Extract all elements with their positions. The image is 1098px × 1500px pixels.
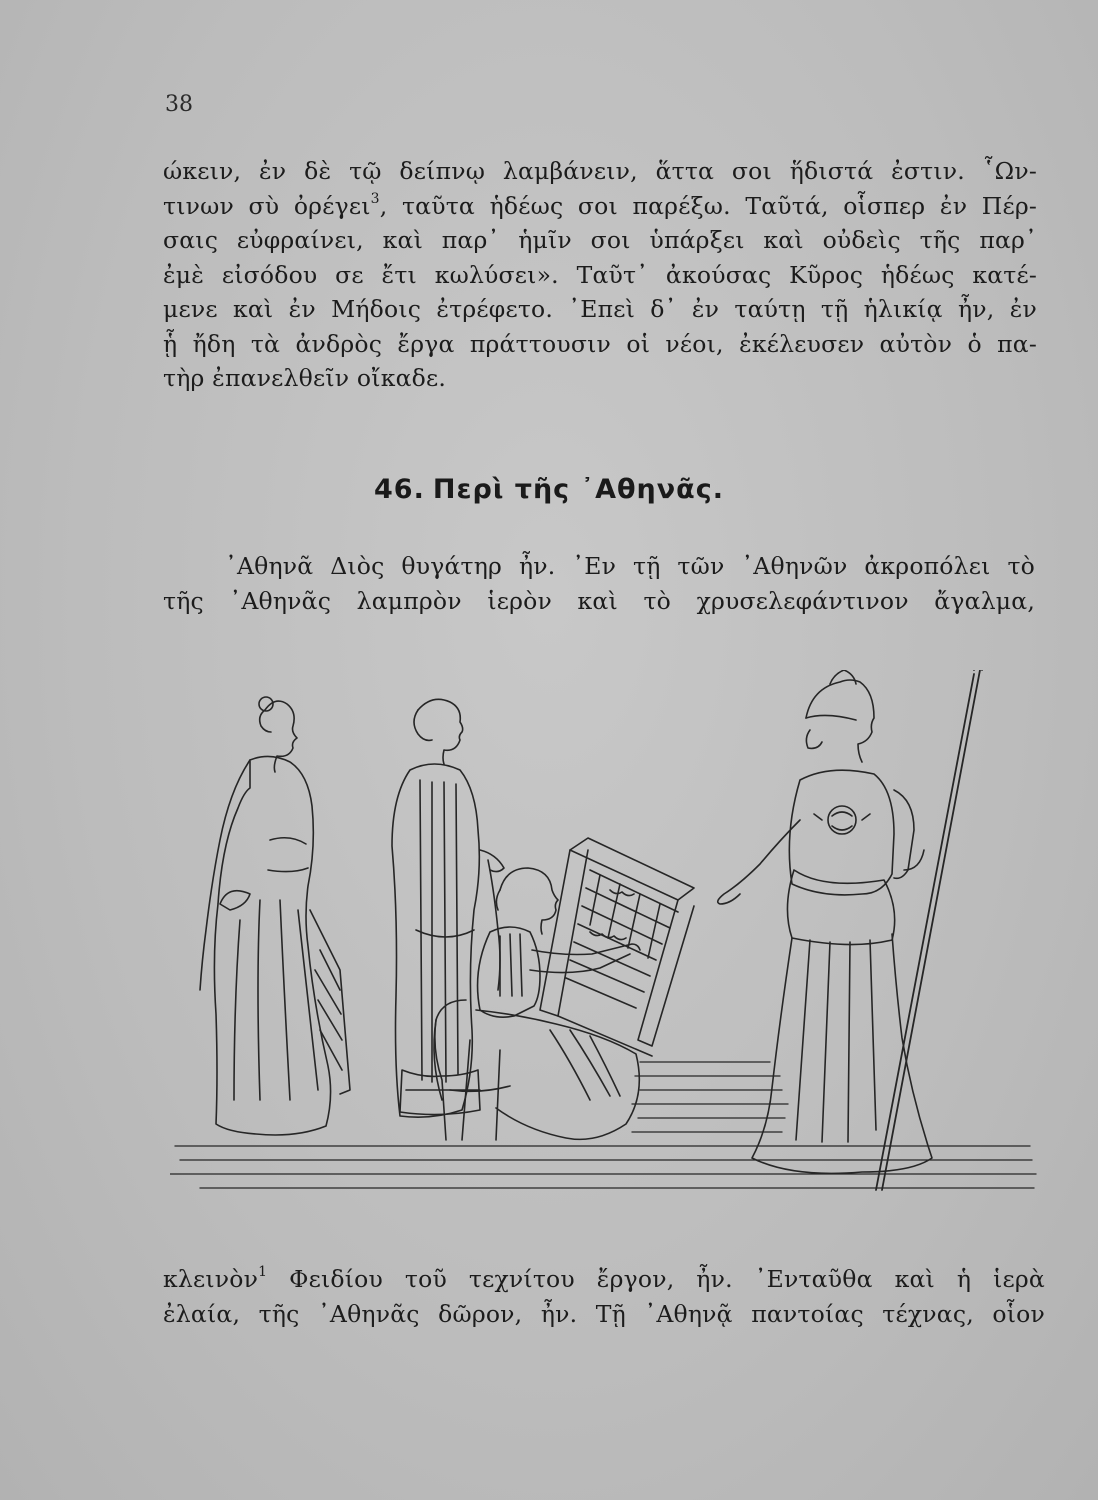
text-line: [163, 189, 1037, 224]
text-line: ᾽Αθηνᾶ Διὸς θυγάτηρ ἦν. ᾽Εν τῇ τῶν ᾽Αθηνῶν ἀκροπόλει τὸ: [225, 552, 1035, 580]
text-fragment: , ταῦτα ἡδέως σοι παρέξω. Ταῦτά, οἷσπερ ἐν Πέρ-: [379, 191, 1037, 220]
footnote-mark: 3: [370, 190, 380, 207]
text-line: ἐλαία, τῆς ᾽Αθηνᾶς δῶρον, ἦν. Τῇ ᾽Αθηνᾷ παντοίας τέχνας, οἷον: [163, 1299, 1045, 1328]
illustration-athena-weaving-scene: [170, 670, 1040, 1230]
text-line: ώκειν, ἐν δὲ τῷ δείπνῳ λαμβάνειν, ἅττα σοι ἥδιστά ἐστιν. ῟Ων-: [163, 157, 1037, 185]
text-fragment: Φειδίου τοῦ τεχνίτου ἔργον, ἦν. ᾽Ενταῦθα καὶ ἡ ἱερὰ: [267, 1265, 1045, 1293]
text-line: τῆς ᾽Αθηνᾶς λαμπρὸν ἱερὸν καὶ τὸ χρυσελεφάντινον ἄγαλμα,: [163, 586, 1035, 615]
standing-woman-left: [200, 697, 350, 1135]
text-line: [163, 1262, 1045, 1297]
text-line: τὴρ ἐπανελθεῖν οἴκαδε.: [163, 364, 447, 392]
footnote-mark: 1: [258, 1264, 268, 1281]
text-fragment: τινων σὺ ὀρέγει: [163, 191, 371, 220]
athena-spear: [876, 670, 982, 1190]
floor-lines: [170, 1062, 1036, 1188]
section-heading: [0, 474, 1098, 505]
text-line: σαις εὐφραίνει, καὶ παρ᾽ ἡμῖν σοι ὑπάρξει καὶ οὐδεὶς τῆς παρ᾽: [163, 226, 1037, 254]
standing-woman-center: [392, 699, 504, 1117]
text-fragment: κλεινὸν: [163, 1265, 259, 1293]
text-line: ἐμὲ εἰσόδου σε ἔτι κωλύσει». Ταῦτ᾽ ἀκούσας Κῦρος ἡδέως κατέ-: [163, 260, 1037, 289]
page-number: 38: [165, 92, 193, 117]
line-drawing: [170, 670, 1040, 1230]
paragraph-continuation: [163, 154, 1037, 396]
text-line: μενε καὶ ἐν Μήδοις ἐτρέφετο. ᾽Επεὶ δ᾽ ἐν ταύτῃ τῇ ἡλικίᾳ ἦν, ἐν: [163, 295, 1037, 323]
section-title: Περὶ τῆς ᾽Αθηνᾶς.: [432, 474, 724, 505]
seated-weaving-woman: [434, 868, 640, 1140]
section-number: 46.: [374, 474, 425, 505]
text-line: ᾗ ἤδη τὰ ἀνδρὸς ἔργα πράττουσιν οἱ νέοι, ἐκέλευσεν αὐτὸν ὁ πα-: [163, 329, 1037, 358]
section-paragraph: [163, 549, 1035, 618]
paragraph-after-figure: [163, 1262, 1045, 1331]
